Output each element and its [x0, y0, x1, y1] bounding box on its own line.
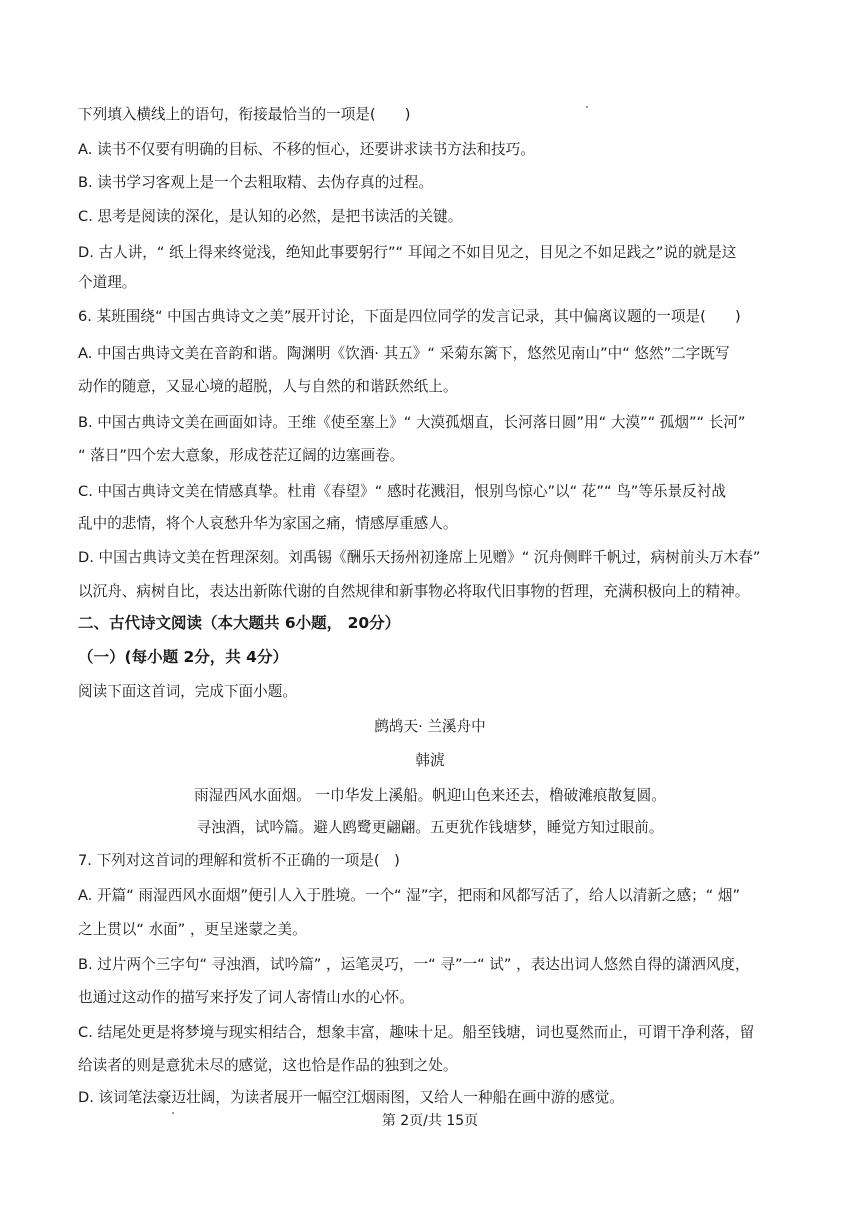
q6-option-b-line1: B. 中国古典诗文美在画面如诗。王维《使至塞上》“ 大漠孤烟直，长河落日圆”用“ 大漠”“ 孤烟”“ 长河” — [78, 414, 746, 431]
q6-option-d-line1: D. 中国古典诗文美在哲理深刻。刘禹锡《酬乐天扬州初逢席上见赠》“ 沉舟侧畔千帆过，病树前头万木春” — [78, 549, 761, 566]
q6-option-c-line2: 乱中的悲情，将个人哀愁升华为家国之痛，情感厚重感人。 — [78, 515, 458, 532]
q6-option-a-line1: A. 中国古典诗文美在音韵和谐。陶渊明《饮酒· 其五》“ 采菊东篱下，悠然见南山”中“ 悠然”二字既写 — [78, 345, 730, 362]
q7-option-c-line1: C. 结尾处更是将梦境与现实相结合，想象丰富，趣味十足。船至钱塘，词也戛然而止，可谓干净利落，留 — [78, 1024, 755, 1041]
poem-author: 韩淲 — [415, 752, 445, 769]
page-number: 第 2页/共 15页 — [381, 1113, 479, 1129]
q6-option-c-line1: C. 中国古典诗文美在情感真挚。杜甫《春望》“ 感时花溅泪，恨别鸟惊心”以“ 花”“ 鸟”等乐景反衬战 — [78, 483, 726, 500]
q7-option-c-line2: 给读者的则是意犹未尽的感觉，这也恰是作品的独到之处。 — [78, 1057, 458, 1074]
q7-option-b-line1: B. 过片两个三字句“ 寻浊酒，试吟篇” ，运笔灵巧，一“ 寻”一“ 试” ，表达出词人悠然自得的潇洒风度， — [78, 956, 750, 973]
q5-option-d-line1: D. 古人讲，“ 纸上得来终觉浅，绝知此事要躬行”“ 耳闻之不如目见之，目见之不如足践之”说的就是这 — [78, 244, 737, 261]
q5-option-d-line2: 个道理。 — [78, 274, 137, 291]
section-heading: 二、古代诗文阅读（本大题共 6小题， 20分） — [78, 614, 401, 632]
q6-option-d-line2: 以沉舟、病树自比，表达出新陈代谢的自然规律和新事物必将取代旧事物的哲理，充满积极向上的精神。 — [78, 583, 750, 600]
q6-stem: 6. 某班围绕“ 中国古典诗文之美”展开讨论，下面是四位同学的发言记录，其中偏离议题的一项是( ) — [78, 308, 741, 325]
scan-speck — [586, 106, 588, 108]
q6-option-a-line2: 动作的随意，又显心境的超脱，人与自然的和谐跃然纸上。 — [78, 378, 458, 395]
poem-title: 鹧鸪天· 兰溪舟中 — [374, 718, 486, 735]
subsection-heading: （一）(每小题 2分，共 4分） — [78, 648, 288, 666]
reading-instruction: 阅读下面这首词，完成下面小题。 — [78, 683, 297, 700]
q7-option-b-line2: 也通过这动作的描写来抒发了词人寄情山水的心怀。 — [78, 989, 414, 1006]
q5-option-c: C. 思考是阅读的深化，是认知的必然，是把书读活的关键。 — [78, 208, 463, 225]
q7-option-d: D. 该词笔法豪迈壮阔，为读者展开一幅空江烟雨图，又给人一种船在画中游的感觉。 — [78, 1089, 624, 1106]
q7-option-a-line2: 之上贯以“ 水面” ，更呈迷蒙之美。 — [78, 921, 307, 938]
q5-stem: 下列填入横线上的语句，衔接最恰当的一项是( ) — [78, 106, 411, 123]
q5-option-b: B. 读书学习客观上是一个去粗取精、去伪存真的过程。 — [78, 174, 433, 191]
poem-line-1: 雨湿西风水面烟。 一巾华发上溪船。帆迎山色来还去，橹破滩痕散复圆。 — [194, 787, 666, 804]
q6-option-b-line2: “ 落日”四个宏大意象，形成苍茫辽阔的边塞画卷。 — [78, 447, 405, 464]
q7-option-a-line1: A. 开篇“ 雨湿西风水面烟”便引人入于胜境。一个“ 湿”字，把雨和风都写活了，给人以清新之感；“ 烟” — [78, 887, 741, 904]
poem-line-2: 寻浊酒，试吟篇。避人鸥鹭更翩翩。五更犹作钱塘梦，睡觉方知过眼前。 — [196, 819, 664, 836]
q5-option-a: A. 读书不仅要有明确的目标、不移的恒心，还要讲求读书方法和技巧。 — [78, 141, 535, 158]
q7-stem: 7. 下列对这首词的理解和赏析不正确的一项是( ) — [78, 852, 400, 869]
